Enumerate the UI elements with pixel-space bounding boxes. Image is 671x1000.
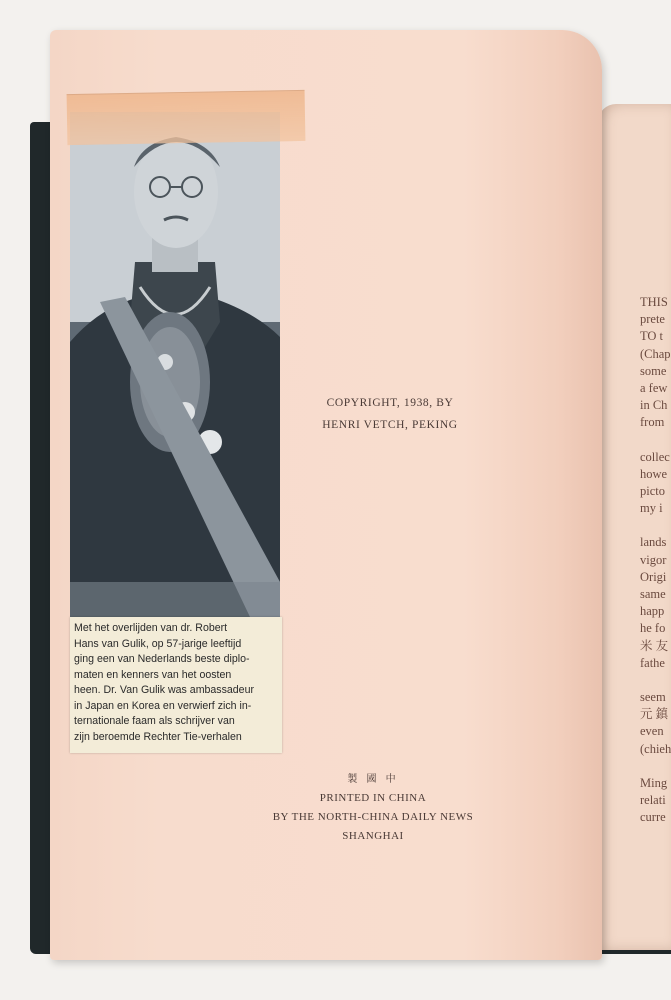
- right-page-line: Ming: [640, 775, 668, 790]
- caption-line: heen. Dr. Van Gulik was ambassadeur: [74, 684, 254, 696]
- right-page-line: howe: [640, 466, 668, 481]
- right-page: [598, 104, 671, 950]
- right-page-line: THIS: [640, 295, 668, 309]
- caption-line: in Japan en Korea en verwierf zich in-: [74, 699, 252, 712]
- right-page-line: TO t: [640, 329, 664, 344]
- portrait-photo: [70, 112, 280, 617]
- right-page-line: vigor: [640, 552, 667, 567]
- newspaper-caption: [70, 617, 282, 753]
- right-page-line: Origi: [640, 569, 667, 584]
- right-page-line: some: [640, 363, 667, 378]
- printer-line: BY THE NORTH-CHINA DAILY NEWS: [272, 811, 474, 823]
- right-page-line: he fo: [640, 621, 666, 636]
- right-page-line: fathe: [640, 655, 665, 670]
- caption-line: ging een van Nederlands beste diplo-: [74, 653, 250, 665]
- right-page-line: same: [640, 587, 666, 602]
- right-page-line: (Chap: [640, 346, 671, 361]
- copyright-line: COPYRIGHT, 1938, BY: [326, 397, 454, 409]
- caption-line: maten en kenners van het oosten: [74, 668, 232, 681]
- right-page-line: relati: [640, 793, 666, 808]
- caption-line: zijn beroemde Rechter Tie-verhalen: [74, 730, 242, 743]
- paragraph-gap: [640, 672, 671, 689]
- imprint-block: [248, 770, 498, 846]
- right-page-line: in Ch: [640, 398, 668, 413]
- caption-line: Met het overlijden van dr. Robert: [74, 622, 228, 634]
- publisher-line: HENRI VETCH, PEKING: [322, 419, 458, 431]
- printed-line: PRINTED IN CHINA: [319, 792, 427, 804]
- right-page-line: a few: [640, 381, 668, 396]
- right-page-line: even: [640, 724, 664, 739]
- right-page-line: happ: [640, 604, 665, 619]
- right-page-line: seem: [640, 690, 666, 705]
- right-page-line: from: [640, 415, 665, 430]
- paragraph-gap: [640, 517, 671, 534]
- copyright-block: [290, 392, 490, 436]
- city-line: SHANGHAI: [342, 830, 404, 842]
- right-page-line: curre: [640, 810, 666, 825]
- right-page-line: collec: [640, 449, 670, 464]
- caption-line: ternationale faam als schrijver van: [74, 715, 235, 727]
- paragraph-gap: [640, 432, 671, 449]
- adhesive-tape: [67, 90, 306, 145]
- chinese-mark: 製 國 中: [347, 774, 399, 785]
- right-page-line: 米 友: [640, 638, 669, 653]
- right-page-text: [640, 294, 671, 826]
- right-page-line: 元 鎮: [640, 707, 669, 722]
- paragraph-gap: [640, 758, 671, 775]
- right-page-line: lands: [640, 535, 667, 550]
- right-page-line: my i: [640, 501, 663, 516]
- right-page-line: picto: [640, 484, 665, 499]
- caption-line: Hans van Gulik, op 57-jarige leeftijd: [74, 637, 242, 650]
- right-page-line: (chieh: [640, 741, 671, 756]
- right-page-line: prete: [640, 312, 665, 327]
- portrait-illustration: [70, 112, 280, 617]
